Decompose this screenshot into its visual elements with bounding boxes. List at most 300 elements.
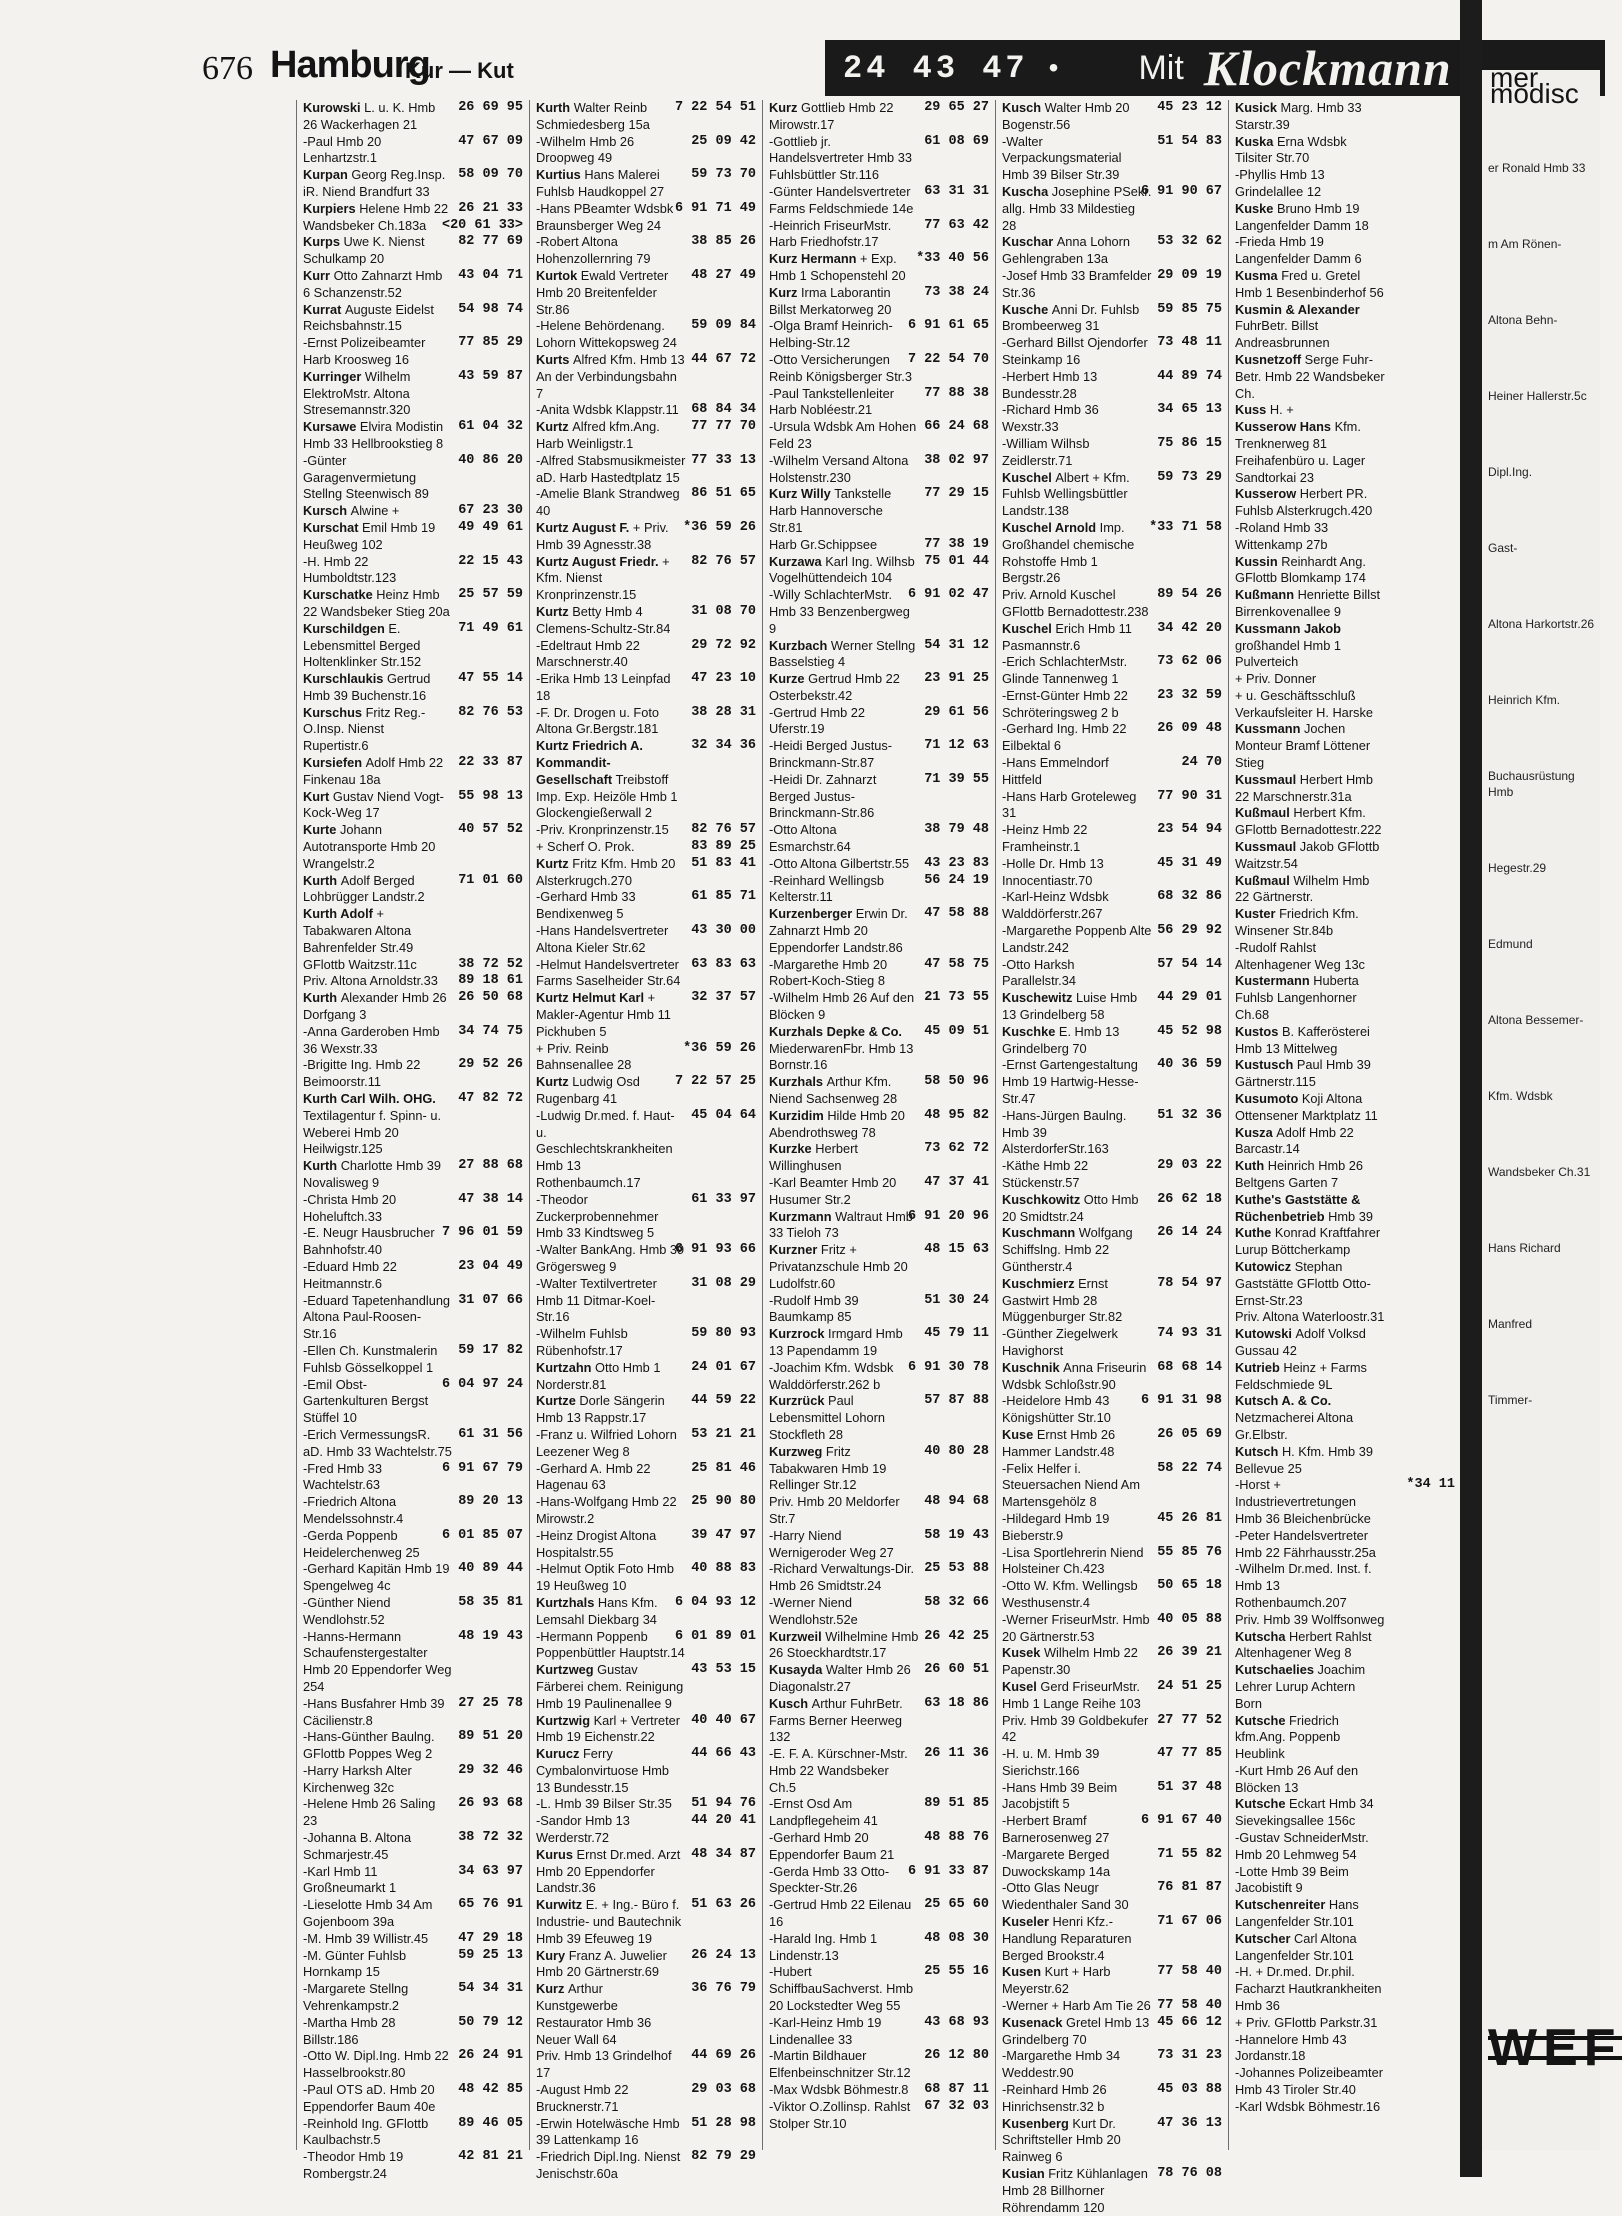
entry-phone: 6 91 71 49 xyxy=(674,200,756,216)
entry-details: -Sandor Hmb 13 Werderstr.72 xyxy=(536,1813,630,1846)
directory-entry xyxy=(1002,621,1222,655)
directory-entry xyxy=(536,1713,756,1747)
entry-name: Kurzhals Depke & Co. xyxy=(769,1023,902,1039)
entry-name: Kuschke xyxy=(1002,1023,1059,1039)
entry-details: -Anita Wdsbk Klappstr.11 xyxy=(536,402,679,418)
entry-details: Jochen Monteur Bramf Löttener Stieg xyxy=(1235,721,1371,771)
entry-details: -Gustav SchneiderMstr. Hmb 20 Lehmweg 54 xyxy=(1235,1830,1369,1862)
directory-entry xyxy=(1235,587,1455,621)
entry-phone: 25 81 46 xyxy=(691,1460,756,1476)
directory-entry xyxy=(303,2116,523,2150)
entry-phone: 45 31 49 xyxy=(1157,855,1222,871)
entry-details: + Priv. GFlottb Parkstr.31 xyxy=(1235,2014,1378,2030)
entry-phone: 6 91 33 87 xyxy=(907,1863,989,1879)
entry-phone: 77 29 15 xyxy=(924,486,989,502)
entry-phone: 59 73 29 xyxy=(1157,469,1222,485)
entry-name: Kurzhals xyxy=(769,1074,827,1090)
directory-entry xyxy=(1002,1057,1222,1107)
entry-details: Priv. Altona Arnoldstr.33 xyxy=(303,973,438,989)
entry-details: -Martha Hmb 28 Billstr.186 xyxy=(303,2014,396,2047)
entry-phone: 73 38 24 xyxy=(924,284,989,300)
entry-name: Kurtz xyxy=(536,603,573,619)
entry-details: -Friedrich Dipl.Ing. Nienst Jenischstr.60a xyxy=(536,2149,681,2182)
directory-entry xyxy=(303,587,523,621)
entry-details: Heinz + Farms Feldschmiede 9L xyxy=(1235,1359,1367,1392)
entry-name: Kuse xyxy=(1002,1426,1037,1442)
fragment-line: Wandsbeker Ch.31 xyxy=(1488,1165,1591,1179)
entry-phone: 89 18 61 xyxy=(458,973,523,989)
entry-name: Kurz Hermann xyxy=(769,251,861,267)
directory-entry xyxy=(769,1561,989,1595)
directory-entry xyxy=(769,705,989,739)
entry-name: Kurth Carl Wilh. OHG. xyxy=(303,1091,436,1107)
entry-details: -Peter Handelsvertreter Hmb 22 Fährhausstr.25a xyxy=(1235,1527,1376,1560)
entry-phone: 59 17 82 xyxy=(458,1342,523,1358)
directory-entry xyxy=(1002,234,1222,268)
directory-entry xyxy=(303,906,523,956)
entry-details: Uwe K. Nienst Schulkamp 20 xyxy=(303,234,425,267)
entry-phone: 36 76 79 xyxy=(691,1981,756,1997)
directory-entry xyxy=(1002,1746,1222,1780)
entry-phone: 40 05 88 xyxy=(1157,1611,1222,1627)
entry-phone: 27 88 68 xyxy=(458,1158,523,1174)
entry-phone: 83 89 25 xyxy=(691,839,756,855)
entry-details: -Helene Behördenang. Lohorn Wittekopsweg 24 xyxy=(536,318,677,351)
directory-entry xyxy=(303,1561,523,1595)
directory-entry xyxy=(1002,402,1222,436)
directory-entry xyxy=(1235,2032,1455,2066)
directory-entry xyxy=(536,1108,756,1192)
directory-entry xyxy=(1002,789,1222,823)
entry-details: Hans Kfm. Lemsahl Diekbarg 34 xyxy=(536,1594,658,1627)
entry-details: -Priv. Kronprinzenstr.15 xyxy=(536,822,669,838)
entry-details: -Hans Hmb 39 Beim Jacobjstift 5 xyxy=(1002,1779,1118,1812)
directory-entry xyxy=(1235,1897,1455,1931)
entry-details: Fred u. Gretel Hmb 1 Besenbinderhof 56 xyxy=(1235,267,1384,300)
entry-details: + Exp. Hmb 1 Schopenstehl 20 xyxy=(769,251,906,283)
entry-phone: 40 80 28 xyxy=(924,1443,989,1459)
entry-phone: 7 22 54 70 xyxy=(907,351,989,367)
entry-name: Kurtz Friedrich A. Kommandit-Gesellschaft xyxy=(536,738,643,787)
directory-entry xyxy=(1002,1511,1222,1545)
entry-details: Ferry Cymbalonvirtuose Hmb 13 Bundesstr.15 xyxy=(536,1746,669,1795)
directory-entry xyxy=(1002,1880,1222,1914)
entry-name: Kurwitz xyxy=(536,1897,586,1913)
entry-name: Kutowicz xyxy=(1235,1258,1295,1274)
entry-details: -Ernst Osd Am Landpflegeheim 41 xyxy=(769,1796,878,1829)
directory-entry xyxy=(769,386,989,420)
entry-name: Kustusch xyxy=(1235,1057,1297,1073)
entry-details: -Erich VermessungsR. aD. Hmb 33 Wachtelstr.75 xyxy=(303,1426,452,1459)
directory-entry xyxy=(1235,1091,1455,1125)
banner-brand: Klockmann xyxy=(1203,40,1452,96)
entry-name: Kuschmann xyxy=(1002,1225,1079,1241)
entry-phone: 34 42 20 xyxy=(1157,620,1222,636)
entry-details: -Viktor O.Zollinsp. Rahlst Stolper Str.10 xyxy=(769,2098,911,2131)
entry-details: Marg. Hmb 33 Starstr.39 xyxy=(1235,100,1362,132)
fragment-line: Hans Richard xyxy=(1488,1241,1561,1255)
entry-phone: 51 94 76 xyxy=(691,1796,756,1812)
directory-entry xyxy=(1002,957,1222,991)
directory-entry xyxy=(303,302,523,336)
directory-entry xyxy=(303,268,523,302)
entry-name: Kurtze xyxy=(536,1393,580,1409)
entry-details: -Fred Hmb 33 Wachtelstr.63 xyxy=(303,1460,382,1493)
directory-entry xyxy=(1235,839,1455,873)
entry-name: Kusen xyxy=(1002,1964,1045,1980)
entry-details: Herbert Willinghusen xyxy=(769,1141,858,1174)
entry-phone: 68 68 14 xyxy=(1157,1359,1222,1375)
entry-phone: 77 33 13 xyxy=(691,452,756,468)
entry-name: Kuthe xyxy=(1235,1225,1275,1241)
entry-phone: 59 25 13 xyxy=(458,1947,523,1963)
entry-details: Carl Altona Langenfelder Str.101 xyxy=(1235,1930,1357,1963)
directory-entry xyxy=(536,1796,756,1813)
entry-name: Kusek xyxy=(1002,1645,1044,1661)
entry-details: Anna Friseurin Wdsbk Schloßstr.90 xyxy=(1002,1359,1147,1392)
entry-details: -Otto Altona Gilbertstr.55 xyxy=(769,855,910,871)
entry-name: Kuschel Arnold xyxy=(1002,519,1100,535)
entry-details: Hmb 39 xyxy=(1328,1208,1373,1224)
directory-entry xyxy=(303,2048,523,2082)
entry-phone: *34 11 xyxy=(1406,1477,1455,1493)
entry-details: -Margarete Stellng Vehrenkampstr.2 xyxy=(303,1981,409,2014)
entry-phone: 86 51 65 xyxy=(691,486,756,502)
entry-details: -Rudolf Rahlst Altenhagener Weg 13c xyxy=(1235,939,1365,972)
entry-phone: 71 12 63 xyxy=(924,738,989,754)
entry-details: -Amelie Blank Strandweg 40 xyxy=(536,486,680,519)
directory-entry xyxy=(1235,2099,1455,2116)
directory-entry xyxy=(1235,906,1455,940)
entry-details: Hilde Hmb 20 Abendrothsweg 78 xyxy=(769,1107,905,1140)
entry-phone: 58 35 81 xyxy=(458,1594,523,1610)
entry-name: Kusel xyxy=(1002,1678,1041,1694)
entry-details: Ludwig Osd Rugenbarg 41 xyxy=(536,1074,640,1107)
column-4 xyxy=(996,100,1229,2215)
entry-details: Serge Fuhr-Betr. Hmb 22 Wandsbeker Ch. xyxy=(1235,351,1385,401)
entry-details: Wolfgang Schiffslng. Hmb 22 Güntherstr.4 xyxy=(1002,1225,1133,1274)
entry-name: Kutsch A. & Co. xyxy=(1235,1393,1332,1409)
entry-phone: *33 71 58 xyxy=(1149,519,1222,535)
entry-details: -Ernst-Günter Hmb 22 Schröteringsweg 2 b xyxy=(1002,687,1128,720)
directory-entry xyxy=(303,789,523,823)
entry-phone: 59 85 75 xyxy=(1157,301,1222,317)
entry-details: Fritz Tabakwaren Hmb 19 Rellinger Str.12 xyxy=(769,1443,887,1493)
entry-phone: 82 76 57 xyxy=(691,822,756,838)
directory-entry xyxy=(1002,2048,1222,2082)
directory-entry xyxy=(303,1796,523,1830)
entry-phone: 48 88 76 xyxy=(924,1830,989,1846)
entry-phone: 75 01 44 xyxy=(924,553,989,569)
entry-details: -Robert Altona Hohenzollernring 79 xyxy=(536,234,651,267)
directory-entry xyxy=(1002,1024,1222,1058)
entry-phone: 63 31 31 xyxy=(924,183,989,199)
entry-phone: 24 51 25 xyxy=(1157,1678,1222,1694)
entry-name: Kutsche xyxy=(1235,1796,1290,1812)
entry-name: Kurtzahn xyxy=(536,1359,596,1375)
entry-phone: 38 02 97 xyxy=(924,452,989,468)
directory-entry xyxy=(1002,822,1222,856)
directory-entry xyxy=(303,1729,523,1763)
directory-entry xyxy=(1235,1393,1455,1443)
entry-name: Kurschlaukis xyxy=(303,671,387,687)
entry-name: Kurtz August F. xyxy=(536,519,633,535)
directory-entry xyxy=(1235,805,1455,839)
entry-details: -August Hmb 22 Brucknerstr.71 xyxy=(536,2082,629,2114)
entry-name: Kuske xyxy=(1235,200,1277,216)
directory-entry xyxy=(769,1175,989,1209)
entry-details: Arthur Kfm. Niend Sachsenweg 28 xyxy=(769,1074,898,1107)
directory-entry xyxy=(1235,134,1455,168)
directory-entry xyxy=(536,1276,756,1326)
entry-details: -Theodor Hmb 19 Rombergstr.24 xyxy=(303,2149,404,2182)
entry-details: Herbert Kfm. GFlottb Bernadottestr.222 xyxy=(1235,805,1382,838)
directory-entry xyxy=(1235,940,1455,974)
entry-phone: 47 29 18 xyxy=(458,1930,523,1946)
entry-name: Kurzrock xyxy=(769,1326,829,1342)
page-number: 676 xyxy=(202,50,253,87)
directory-entry xyxy=(1002,520,1222,587)
directory-entry xyxy=(536,1662,756,1712)
directory-entry xyxy=(536,1813,756,1847)
entry-phone: *36 59 26 xyxy=(683,519,756,535)
directory-entry xyxy=(769,2015,989,2049)
directory-entry xyxy=(1235,554,1455,588)
entry-phone: 68 32 86 xyxy=(1157,889,1222,905)
entry-phone: 6 01 85 07 xyxy=(441,1527,523,1543)
entry-name: Kurrat xyxy=(303,301,345,317)
entry-name: Kuschewitz xyxy=(1002,990,1076,1006)
entry-phone: 61 85 71 xyxy=(691,889,756,905)
directory-entry xyxy=(1235,1192,1455,1226)
entry-details: -Otto Glas Neugr Wiedenthaler Sand 30 xyxy=(1002,1880,1129,1913)
directory-entry xyxy=(1235,352,1455,402)
entry-phone: *36 59 26 xyxy=(683,1040,756,1056)
entry-phone: 25 09 42 xyxy=(691,133,756,149)
directory-entry xyxy=(1235,1612,1455,1629)
entry-details: -Erwin Hotelwäsche Hmb 39 Lattenkamp 16 xyxy=(536,2115,680,2148)
entry-details: -Harry Harksh Alter Kirchenweg 32c xyxy=(303,1762,412,1795)
directory-entry xyxy=(769,2082,989,2099)
entry-phone: 40 57 52 xyxy=(458,822,523,838)
directory-entry xyxy=(769,1293,989,1327)
entry-phone: <20 61 33> xyxy=(441,217,523,233)
entry-details: -Karl-Heinz Hmb 19 Lindenallee 33 xyxy=(769,2014,882,2047)
directory-entry xyxy=(303,1528,523,1562)
fragment-line: Manfred xyxy=(1488,1317,1533,1331)
directory-entry xyxy=(1235,1360,1455,1394)
entry-details: -Rudolf Hmb 39 Baumkamp 85 xyxy=(769,1292,859,1325)
directory-entry xyxy=(303,2082,523,2116)
entry-details: + Kfm. Nienst Kronprinzenstr.15 xyxy=(536,553,670,603)
directory-entry xyxy=(303,234,523,268)
directory-entry xyxy=(303,755,523,789)
entry-phone: 58 19 43 xyxy=(924,1527,989,1543)
entry-phone: 57 54 14 xyxy=(1157,956,1222,972)
entry-details: + Priv. Donner xyxy=(1235,671,1317,687)
entry-phone: 29 03 22 xyxy=(1157,1158,1222,1174)
entry-phone: 24 01 67 xyxy=(691,1359,756,1375)
entry-details: Eckart Hmb 34 Sievekingsallee 156c xyxy=(1235,1796,1374,1829)
entry-phone: 49 49 61 xyxy=(458,519,523,535)
entry-details: Netzmacherei Altona Gr.Elbstr. xyxy=(1235,1410,1354,1442)
entry-phone: 71 55 82 xyxy=(1157,1846,1222,1862)
entry-phone: 82 79 29 xyxy=(691,2149,756,2165)
entry-phone: 57 87 88 xyxy=(924,1393,989,1409)
entry-details: Heinrich Hmb 26 Beltgens Garten 7 xyxy=(1235,1158,1364,1190)
directory-entry xyxy=(769,1242,989,1292)
entry-details: -Werner FriseurMstr. Hmb 20 Gärtnerstr.53 xyxy=(1002,1611,1150,1644)
directory-entry xyxy=(536,134,756,168)
directory-entry xyxy=(536,402,756,419)
entry-name: Kurtzweg xyxy=(536,1662,598,1678)
directory-entry xyxy=(1235,1763,1455,1797)
entry-phone: 45 79 11 xyxy=(924,1326,989,1342)
directory-entry xyxy=(536,705,756,739)
directory-entry xyxy=(536,167,756,201)
directory-entry xyxy=(769,1595,989,1629)
directory-entry xyxy=(1002,1713,1222,1747)
directory-entry xyxy=(1235,1158,1455,1192)
entry-details: -Karl Beamter Hmb 20 Husumer Str.2 xyxy=(769,1175,897,1207)
directory-entry xyxy=(303,957,523,974)
entry-details: Wilhelm ElektroMstr. Altona Stresemannstr.320 xyxy=(303,368,411,418)
entry-name: Kutsche xyxy=(1235,1712,1290,1728)
entry-details: Stephan Gaststätte GFlottb Otto-Ernst-Str.23 xyxy=(1235,1258,1371,1308)
entry-details: -Werner Niend Wendlohstr.52e xyxy=(769,1594,858,1627)
directory-entry xyxy=(536,419,756,453)
directory-entry xyxy=(1002,856,1222,890)
entry-details: -Reinhard Wellingsb Kelterstr.11 xyxy=(769,872,884,905)
directory-entry xyxy=(303,1595,523,1629)
entry-name: Kurz xyxy=(769,100,801,115)
entry-phone: 23 04 49 xyxy=(458,1258,523,1274)
entry-details: -Erika Hmb 13 Leinpfad 18 xyxy=(536,671,671,703)
entry-details: Alwine + xyxy=(350,503,400,519)
entry-phone: 45 04 64 xyxy=(691,1107,756,1123)
directory-entry xyxy=(303,1763,523,1797)
directory-entry xyxy=(303,1427,523,1461)
directory-entry xyxy=(1235,2065,1455,2099)
entry-name: Kurringer xyxy=(303,368,365,384)
entry-details: Priv. Altona Waterloostr.31 xyxy=(1235,1309,1385,1325)
entry-details: Otto Zahnarzt Hmb 6 Schanzenstr.52 xyxy=(303,267,443,300)
entry-details: Gertrud Hmb 39 Buchenstr.16 xyxy=(303,671,431,703)
entry-phone: 47 36 13 xyxy=(1157,2115,1222,2131)
entry-name: Kusian xyxy=(1002,2166,1049,2182)
directory-entry xyxy=(1002,470,1222,520)
entry-phone: 47 58 88 xyxy=(924,906,989,922)
directory-entry xyxy=(536,1948,756,1982)
entry-details: Georg Reg.Insp. iR. Niend Brandfurt 33 xyxy=(303,167,446,199)
directory-entry xyxy=(536,1393,756,1427)
entry-details: -E. F. A. Kürschner-Mstr. Hmb 22 Wandsbeker Ch.5 xyxy=(769,1746,908,1795)
directory-entry xyxy=(536,839,756,856)
entry-phone: 75 86 15 xyxy=(1157,435,1222,451)
fragment-line: Buchausrüstung Hmb xyxy=(1488,769,1575,799)
entry-phone: 40 40 67 xyxy=(691,1712,756,1728)
entry-details: -Gerhard Hmb 20 Eppendorfer Baum 21 xyxy=(769,1830,895,1862)
entry-phone: 78 54 97 xyxy=(1157,1275,1222,1291)
entry-details: -Günter Garagenvermietung Stellng Steenwisch 89 xyxy=(303,452,429,502)
entry-details: Kfm. Trenknerweg 81 xyxy=(1235,419,1361,451)
entry-details: -Brigitte Ing. Hmb 22 Beimoorstr.11 xyxy=(303,1057,421,1090)
entry-details: Arthur FuhrBetr. Farms Berner Heerweg 132 xyxy=(769,1695,903,1745)
directory-entry xyxy=(1002,721,1222,755)
entry-phone: 44 59 22 xyxy=(691,1393,756,1409)
entry-name: Kurz xyxy=(536,1981,568,1997)
entry-details: -Phyllis Hmb 13 Grindelallee 12 xyxy=(1235,167,1325,199)
entry-phone: 51 54 83 xyxy=(1157,133,1222,149)
entry-phone: 26 24 91 xyxy=(458,2048,523,2064)
entry-phone: 61 04 32 xyxy=(458,419,523,435)
directory-entry xyxy=(303,973,523,990)
entry-phone: 31 07 66 xyxy=(458,1292,523,1308)
directory-entry xyxy=(303,1024,523,1058)
directory-entry xyxy=(769,1746,989,1796)
entry-phone: 44 66 43 xyxy=(691,1746,756,1762)
entry-details: Priv. Arnold Kuschel GFlottb Bernadottestr.238 xyxy=(1002,587,1149,619)
entry-name: Kurt xyxy=(303,788,333,804)
entry-phone: 43 59 87 xyxy=(458,368,523,384)
entry-details: -Helene Hmb 26 Saling 23 xyxy=(303,1796,436,1829)
entry-name: Kuscha xyxy=(1002,183,1052,199)
entry-details: Herbert Rahlst Altenhagener Weg 8 xyxy=(1235,1628,1372,1661)
entry-phone: 45 23 12 xyxy=(1157,100,1222,115)
entry-name: Kurz xyxy=(769,284,801,300)
entry-details: -Gottlieb jr. Handelsvertreter Hmb 33 Fuhlsbüttler Str.116 xyxy=(769,133,912,183)
directory-entry xyxy=(769,1444,989,1494)
entry-phone: 6 91 90 67 xyxy=(1140,183,1222,199)
entry-name: Kursawe xyxy=(303,419,360,435)
entry-details: -Max Wdsbk Böhmestr.8 xyxy=(769,2082,909,2098)
entry-phone: 82 77 69 xyxy=(458,234,523,250)
entry-details: Bruno Hmb 19 Langenfelder Damm 18 xyxy=(1235,200,1369,233)
entry-phone: 47 55 14 xyxy=(458,671,523,687)
entry-phone: 51 28 98 xyxy=(691,2115,756,2131)
entry-name: Kurps xyxy=(303,234,344,250)
entry-name: Kurzweg xyxy=(769,1443,826,1459)
directory-entry xyxy=(1235,1931,1455,1965)
entry-name: Kurowski xyxy=(303,100,365,115)
entry-details: -Hans-Jürgen Baulng. Hmb 39 AlsterdorferStr.163 xyxy=(1002,1107,1127,1157)
entry-details: Anni Dr. Fuhlsb Brombeerweg 31 xyxy=(1002,301,1140,334)
entry-phone: 89 54 26 xyxy=(1157,587,1222,603)
entry-details: -Emil Obst- Gartenkulturen Bergst Stüffel 10 xyxy=(303,1376,429,1426)
entry-phone: 48 08 30 xyxy=(924,1930,989,1946)
entry-phone: 68 87 11 xyxy=(924,2082,989,2098)
entry-phone: 26 69 95 xyxy=(458,100,523,115)
entry-phone: 71 67 06 xyxy=(1157,1914,1222,1930)
directory-entry xyxy=(1235,671,1455,688)
directory-entry xyxy=(303,1629,523,1696)
entry-name: Kurzner xyxy=(769,1242,821,1258)
directory-entry xyxy=(1235,1024,1455,1058)
entry-phone: *33 40 56 xyxy=(916,251,989,267)
entry-phone: 59 73 70 xyxy=(691,167,756,183)
entry-name: Kurzenberger xyxy=(769,906,856,922)
entry-phone: 29 32 46 xyxy=(458,1762,523,1778)
entry-phone: 22 15 43 xyxy=(458,553,523,569)
entry-details: -William Wilhsb Zeidlerstr.71 xyxy=(1002,435,1090,468)
entry-name: Kusche xyxy=(1002,301,1052,317)
entry-details: -Edeltraut Hmb 22 Marschnerstr.40 xyxy=(536,637,640,670)
directory-entry xyxy=(536,738,756,822)
entry-details: Arthur Kunstgewerbe Restaurator Hmb 36 Neuer Wall 64 xyxy=(536,1981,652,2047)
directory-entry xyxy=(536,2048,756,2082)
entry-details: -Otto W. Dipl.Ing. Hmb 22 Hasselbrookstr.80 xyxy=(303,2048,449,2081)
entry-phone: 59 80 93 xyxy=(691,1326,756,1342)
